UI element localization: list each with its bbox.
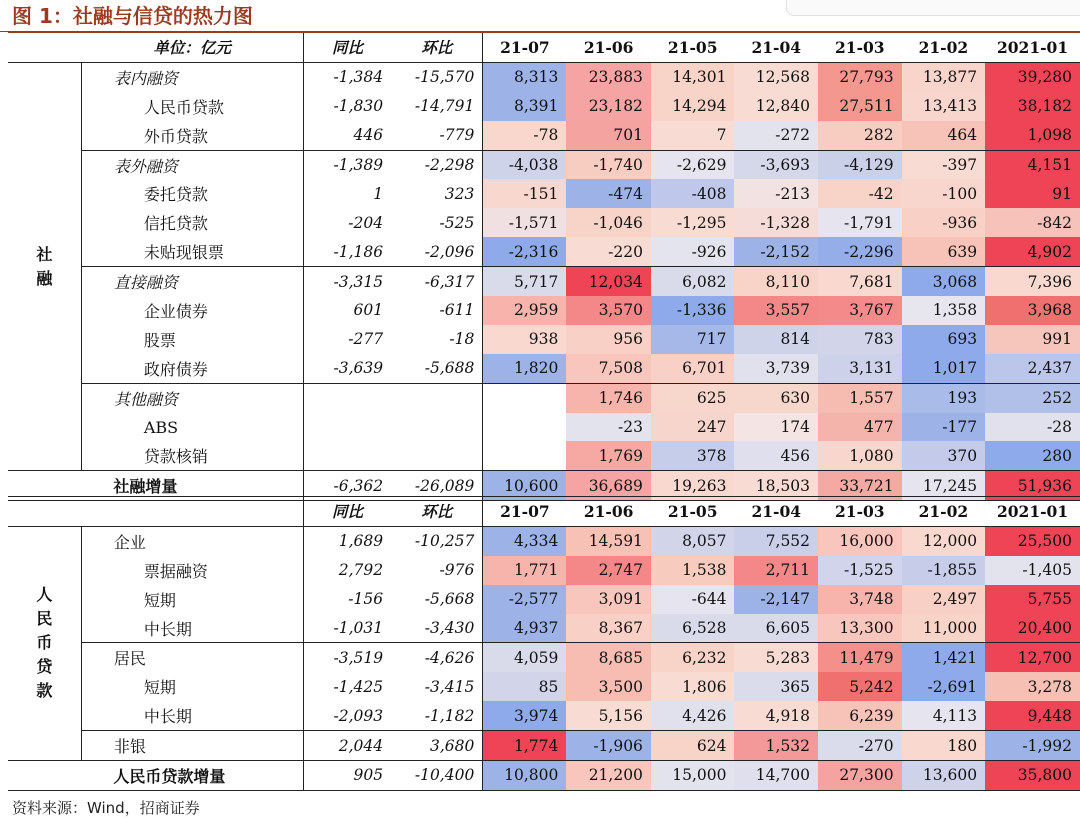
heat-cell: -1,336: [651, 296, 735, 325]
heat-cell: 3,739: [734, 354, 818, 383]
heat-cell: 456: [734, 441, 818, 470]
mom-value: -3,430: [424, 619, 475, 637]
yoy-value: 446: [304, 121, 392, 150]
col-header: 2021-01: [985, 33, 1080, 63]
heat-cell: 6,701: [651, 354, 735, 383]
heat-cell: 7,552: [734, 526, 818, 555]
row-label: 企业债券: [143, 301, 208, 321]
heat-cell: 282: [818, 121, 902, 150]
heat-cell: 701: [566, 121, 651, 150]
heat-cell: 39,280: [985, 62, 1080, 91]
col-header: 21-02: [902, 33, 986, 63]
heat-cell: 1,358: [902, 296, 986, 325]
row-label: 信托贷款: [143, 214, 208, 234]
heat-cell: [483, 383, 567, 412]
heat-cell: 365: [734, 672, 818, 701]
table-row: [8, 413, 1080, 442]
row-label: 居民: [81, 643, 303, 672]
col-header: 21-03: [818, 497, 902, 527]
mom-value: [391, 383, 483, 412]
col-header: 21-06: [566, 33, 651, 63]
total-heat-cell: 36,689: [566, 471, 651, 501]
heat-cell: 8,110: [734, 267, 818, 296]
heat-cell: 783: [818, 325, 902, 354]
row-label: 表内融资: [113, 68, 178, 88]
mom-value: -2,298: [391, 150, 483, 179]
heat-cell: 1,774: [483, 731, 567, 761]
table-row: [8, 643, 1080, 672]
heat-cell: -2,147: [734, 585, 818, 614]
table-row: [8, 92, 1080, 121]
category-label: 人 民 币 贷 款: [8, 526, 81, 760]
heat-cell: -1,571: [483, 208, 567, 237]
heat-cell: 1,532: [734, 731, 818, 761]
mom-value: -6,317: [391, 267, 483, 296]
heat-cell: 378: [651, 441, 735, 470]
heat-cell: 5,283: [734, 643, 818, 672]
mom-value: -3,415: [424, 677, 475, 696]
yoy-value: -1,384: [304, 62, 392, 91]
heat-cell: 1,746: [566, 383, 651, 412]
col-header: 21-07: [483, 33, 567, 63]
mom-value: 323: [444, 184, 475, 203]
heat-cell: -78: [483, 121, 567, 150]
mom-value: -525: [439, 213, 475, 232]
table-row: [8, 121, 1080, 150]
heat-cell: 25,500: [985, 526, 1080, 555]
row-label: 短期: [143, 678, 176, 698]
heat-cell: -1,791: [818, 208, 902, 237]
row-label: 直接融资: [81, 267, 303, 296]
table-row: [8, 150, 1080, 179]
table-row: [8, 701, 1080, 730]
heat-cell: 193: [902, 383, 986, 412]
heat-cell: 27,793: [818, 62, 902, 91]
total-corner: [8, 761, 81, 791]
row-label: 股票: [143, 330, 176, 350]
heat-cell: 1,421: [902, 643, 986, 672]
yoy-value: 2,792: [304, 556, 392, 585]
yoy-value: 1,689: [304, 526, 392, 555]
total-mom: -10,400: [391, 761, 483, 791]
heat-cell: -2,316: [483, 237, 567, 266]
heat-cell: 4,918: [734, 701, 818, 730]
heat-cell: -408: [651, 179, 735, 208]
heat-cell: -926: [651, 237, 735, 266]
heat-cell: -2,691: [902, 672, 986, 701]
heat-cell: 13,413: [902, 92, 986, 121]
col-header: 21-04: [734, 497, 818, 527]
heat-cell: -1,295: [651, 208, 735, 237]
table-row: [8, 354, 1080, 383]
col-header: 21-03: [818, 33, 902, 63]
col-header: 21-05: [651, 497, 735, 527]
table-row: [8, 585, 1080, 614]
heat-cell: 174: [734, 413, 818, 442]
row-label: 非银: [81, 731, 303, 761]
heat-cell: -42: [818, 179, 902, 208]
heat-cell: 11,000: [902, 614, 986, 643]
heat-cell: 464: [902, 121, 986, 150]
row-label: 人民币贷款: [143, 97, 224, 117]
heat-cell: 717: [651, 325, 735, 354]
heat-cell: -1,328: [734, 208, 818, 237]
heat-cell: 8,057: [651, 526, 735, 555]
heat-cell: -1,855: [902, 556, 986, 585]
heat-cell: -644: [651, 585, 735, 614]
heat-cell: 2,437: [985, 354, 1080, 383]
col-header: 21-05: [651, 33, 735, 63]
col-header: 21-04: [734, 33, 818, 63]
table-row: [8, 441, 1080, 470]
heat-cell: -842: [985, 208, 1080, 237]
row-label: 企业: [113, 532, 146, 552]
heat-cell: 180: [902, 731, 986, 761]
heat-cell: 3,091: [566, 585, 651, 614]
row-label: 贷款核销: [143, 447, 208, 467]
heat-cell: 27,511: [818, 92, 902, 121]
mom-value: -779: [439, 126, 475, 145]
heat-cell: 7: [651, 121, 735, 150]
heat-cell: -28: [985, 413, 1080, 442]
heat-cell: 3,748: [818, 585, 902, 614]
rmb-loan-table: [8, 496, 1080, 791]
heat-cell: 3,557: [734, 296, 818, 325]
mom-value: -10,257: [414, 532, 475, 551]
total-yoy: -6,362: [304, 471, 392, 501]
total-heat-cell: 27,300: [818, 761, 902, 791]
table-row: [8, 237, 1080, 266]
row-label: 票据融资: [143, 561, 208, 581]
heat-cell: 4,902: [985, 237, 1080, 266]
total-heat-cell: 14,700: [734, 761, 818, 791]
table-row: [8, 267, 1080, 296]
yoy-value: -204: [304, 208, 392, 237]
row-label: 中长期: [143, 619, 192, 639]
heat-cell: 3,068: [902, 267, 986, 296]
table-row: [8, 208, 1080, 237]
heat-cell: -1,525: [818, 556, 902, 585]
table-row: [8, 179, 1080, 208]
yoy-value: 1: [304, 179, 392, 208]
heat-cell: 938: [483, 325, 567, 354]
heat-cell: 7,681: [818, 267, 902, 296]
heat-cell: 693: [902, 325, 986, 354]
heat-cell: 38,182: [985, 92, 1080, 121]
heat-cell: 20,400: [985, 614, 1080, 643]
mom-value: -18: [449, 330, 475, 349]
table-row: [8, 556, 1080, 585]
total-heat-cell: 13,600: [902, 761, 986, 791]
heat-cell: 6,232: [651, 643, 735, 672]
total-heat-cell: 19,263: [651, 471, 735, 501]
heat-cell: 3,500: [566, 672, 651, 701]
heat-cell: 14,591: [566, 526, 651, 555]
heat-cell: 4,059: [483, 643, 567, 672]
row-label: 未贴现银票: [143, 243, 224, 263]
yoy-value: [304, 383, 392, 412]
heat-cell: 91: [985, 179, 1080, 208]
heat-cell: 247: [651, 413, 735, 442]
heat-cell: 5,717: [483, 267, 567, 296]
heat-cell: -2,629: [651, 150, 735, 179]
yoy-value: -156: [304, 585, 392, 614]
heat-cell: 12,034: [566, 267, 651, 296]
table-row: [8, 526, 1080, 555]
total-heat-cell: 51,936: [985, 471, 1080, 501]
heat-cell: 1,017: [902, 354, 986, 383]
yoy-value: -277: [304, 325, 392, 354]
figure-title: 图 1：社融与信贷的热力图: [12, 4, 253, 28]
heat-cell: -1,740: [566, 150, 651, 179]
heat-cell: -2,296: [818, 237, 902, 266]
heat-cell: -474: [566, 179, 651, 208]
heat-cell: 8,367: [566, 614, 651, 643]
col-header: 21-02: [902, 497, 986, 527]
heat-cell: 1,771: [483, 556, 567, 585]
yoy-value: [304, 441, 392, 470]
yoy-value: -3,519: [304, 643, 392, 672]
heat-cell: 85: [483, 672, 567, 701]
heat-cell: 1,098: [985, 121, 1080, 150]
yoy-value: -1,425: [304, 672, 392, 701]
row-label: 表外融资: [81, 150, 303, 179]
heat-cell: 1,538: [651, 556, 735, 585]
heat-cell: 12,700: [985, 643, 1080, 672]
heat-cell: 1,806: [651, 672, 735, 701]
yoy-value: -1,389: [304, 150, 392, 179]
heat-cell: 5,755: [985, 585, 1080, 614]
heat-cell: 639: [902, 237, 986, 266]
mom-value: -976: [439, 561, 475, 580]
heat-cell: -272: [734, 121, 818, 150]
heat-cell: 23,883: [566, 62, 651, 91]
yoy-value: [304, 413, 392, 442]
col-header: 环比: [391, 33, 483, 63]
heat-cell: -220: [566, 237, 651, 266]
col-header: 21-07: [483, 497, 567, 527]
heat-cell: 6,239: [818, 701, 902, 730]
heat-cell: 9,448: [985, 701, 1080, 730]
unit-label: 单位：亿元: [81, 33, 303, 63]
row-label: 外币贷款: [143, 126, 208, 146]
mom-value: -14,791: [414, 97, 475, 116]
heat-cell: 252: [985, 383, 1080, 412]
mom-value: -4,626: [391, 643, 483, 672]
heat-cell: 7,508: [566, 354, 651, 383]
heat-cell: 3,131: [818, 354, 902, 383]
total-heat-cell: 35,800: [985, 761, 1080, 791]
heat-cell: 11,479: [818, 643, 902, 672]
yoy-value: -1,186: [304, 237, 392, 266]
table-row: [8, 62, 1080, 91]
heat-cell: -3,693: [734, 150, 818, 179]
heat-cell: -2,577: [483, 585, 567, 614]
heat-cell: 8,313: [483, 62, 567, 91]
total-yoy: 905: [304, 761, 392, 791]
col-header: 同比: [304, 33, 392, 63]
heat-cell: 2,497: [902, 585, 986, 614]
heat-cell: 2,747: [566, 556, 651, 585]
heat-cell: 477: [818, 413, 902, 442]
header-corner: [8, 497, 81, 527]
header-row: [8, 497, 1080, 527]
heat-cell: 16,000: [818, 526, 902, 555]
total-heat-cell: 33,721: [818, 471, 902, 501]
heat-cell: 3,767: [818, 296, 902, 325]
heat-cell: -4,038: [483, 150, 567, 179]
table-row: [8, 383, 1080, 412]
category-label: 社 融: [8, 62, 81, 470]
total-heat-cell: 10,800: [483, 761, 567, 791]
heat-cell: -151: [483, 179, 567, 208]
total-label: 人民币贷款增量: [81, 761, 303, 791]
total-label: 社融增量: [81, 471, 303, 501]
header-row: [8, 33, 1080, 63]
table-row: [8, 614, 1080, 643]
heat-cell: 8,685: [566, 643, 651, 672]
heat-cell: 2,959: [483, 296, 567, 325]
total-heat-cell: 17,245: [902, 471, 986, 501]
heat-cell: -1,906: [566, 731, 651, 761]
heat-cell: [483, 441, 567, 470]
heat-cell: -2,152: [734, 237, 818, 266]
header-corner: [8, 33, 81, 63]
mom-value: -5,688: [424, 359, 475, 378]
row-label: 其他融资: [81, 383, 303, 412]
mom-value: -2,096: [424, 242, 475, 261]
heat-cell: -23: [566, 413, 651, 442]
yoy-value: 601: [304, 296, 392, 325]
heat-cell: 13,300: [818, 614, 902, 643]
heat-cell: 4,151: [985, 150, 1080, 179]
heat-cell: -1,046: [566, 208, 651, 237]
heat-cell: 2,711: [734, 556, 818, 585]
col-header: 环比: [391, 497, 483, 527]
mom-value: [391, 441, 483, 470]
yoy-value: -3,315: [304, 267, 392, 296]
heat-cell: 14,301: [651, 62, 735, 91]
total-mom: -26,089: [391, 471, 483, 501]
heat-cell: 12,568: [734, 62, 818, 91]
heat-cell: 8,391: [483, 92, 567, 121]
heat-cell: 13,877: [902, 62, 986, 91]
col-header: 21-06: [566, 497, 651, 527]
heat-cell: 6,528: [651, 614, 735, 643]
heat-cell: 4,334: [483, 526, 567, 555]
heat-cell: -1,405: [985, 556, 1080, 585]
table-row: [8, 672, 1080, 701]
header-label-blank: [81, 497, 303, 527]
mom-value: -611: [439, 301, 475, 320]
heat-cell: 4,937: [483, 614, 567, 643]
heat-cell: -270: [818, 731, 902, 761]
heat-cell: 5,242: [818, 672, 902, 701]
heat-cell: 3,968: [985, 296, 1080, 325]
heat-cell: 814: [734, 325, 818, 354]
yoy-value: -1,830: [304, 92, 392, 121]
heat-cell: -936: [902, 208, 986, 237]
row-label: 短期: [143, 590, 176, 610]
yoy-value: -2,093: [304, 701, 392, 730]
heat-cell: 625: [651, 383, 735, 412]
heat-cell: 23,182: [566, 92, 651, 121]
heat-cell: -213: [734, 179, 818, 208]
heat-cell: 12,000: [902, 526, 986, 555]
col-header: 同比: [304, 497, 392, 527]
heat-cell: -397: [902, 150, 986, 179]
heat-cell: 280: [985, 441, 1080, 470]
yoy-value: -1,031: [304, 614, 392, 643]
heat-cell: -100: [902, 179, 986, 208]
total-heat-cell: 15,000: [651, 761, 735, 791]
heat-cell: 3,570: [566, 296, 651, 325]
source-note: 资料来源：Wind，招商证券: [12, 799, 200, 817]
mom-value: [391, 413, 483, 442]
heat-cell: 370: [902, 441, 986, 470]
table-row: [8, 325, 1080, 354]
table-row: [8, 731, 1080, 761]
heat-cell: 1,080: [818, 441, 902, 470]
heat-cell: 6,082: [651, 267, 735, 296]
heat-cell: 5,156: [566, 701, 651, 730]
heat-cell: 630: [734, 383, 818, 412]
heat-cell: -177: [902, 413, 986, 442]
top-edge-box: [786, 0, 1080, 16]
heat-cell: 14,294: [651, 92, 735, 121]
heat-cell: -1,992: [985, 731, 1080, 761]
row-label: 委托贷款: [143, 185, 208, 205]
heat-cell: [483, 413, 567, 442]
row-label: 中长期: [143, 707, 192, 727]
yoy-value: 2,044: [304, 731, 392, 761]
heat-cell: 4,426: [651, 701, 735, 730]
heat-cell: 1,557: [818, 383, 902, 412]
heat-cell: 1,769: [566, 441, 651, 470]
heat-cell: 3,974: [483, 701, 567, 730]
heat-cell: 624: [651, 731, 735, 761]
yoy-value: -3,639: [304, 354, 392, 383]
row-label: 政府债券: [143, 359, 208, 379]
mom-value: 3,680: [391, 731, 483, 761]
heat-cell: 956: [566, 325, 651, 354]
total-heat-cell: 10,600: [483, 471, 567, 501]
table-row: [8, 296, 1080, 325]
col-header: 2021-01: [985, 497, 1080, 527]
heat-cell: 3,278: [985, 672, 1080, 701]
heat-cell: 1,820: [483, 354, 567, 383]
total-row: [8, 761, 1080, 791]
heat-cell: 991: [985, 325, 1080, 354]
heat-cell: 7,396: [985, 267, 1080, 296]
total-heat-cell: 21,200: [566, 761, 651, 791]
heat-cell: 4,113: [902, 701, 986, 730]
total-heat-cell: 18,503: [734, 471, 818, 501]
heat-cell: -4,129: [818, 150, 902, 179]
social-financing-table: [8, 32, 1080, 501]
row-label: ABS: [143, 417, 179, 437]
heat-cell: 12,840: [734, 92, 818, 121]
heat-cell: 6,605: [734, 614, 818, 643]
mom-value: -5,668: [424, 590, 475, 609]
mom-value: -15,570: [414, 68, 475, 87]
mom-value: -1,182: [424, 706, 475, 725]
